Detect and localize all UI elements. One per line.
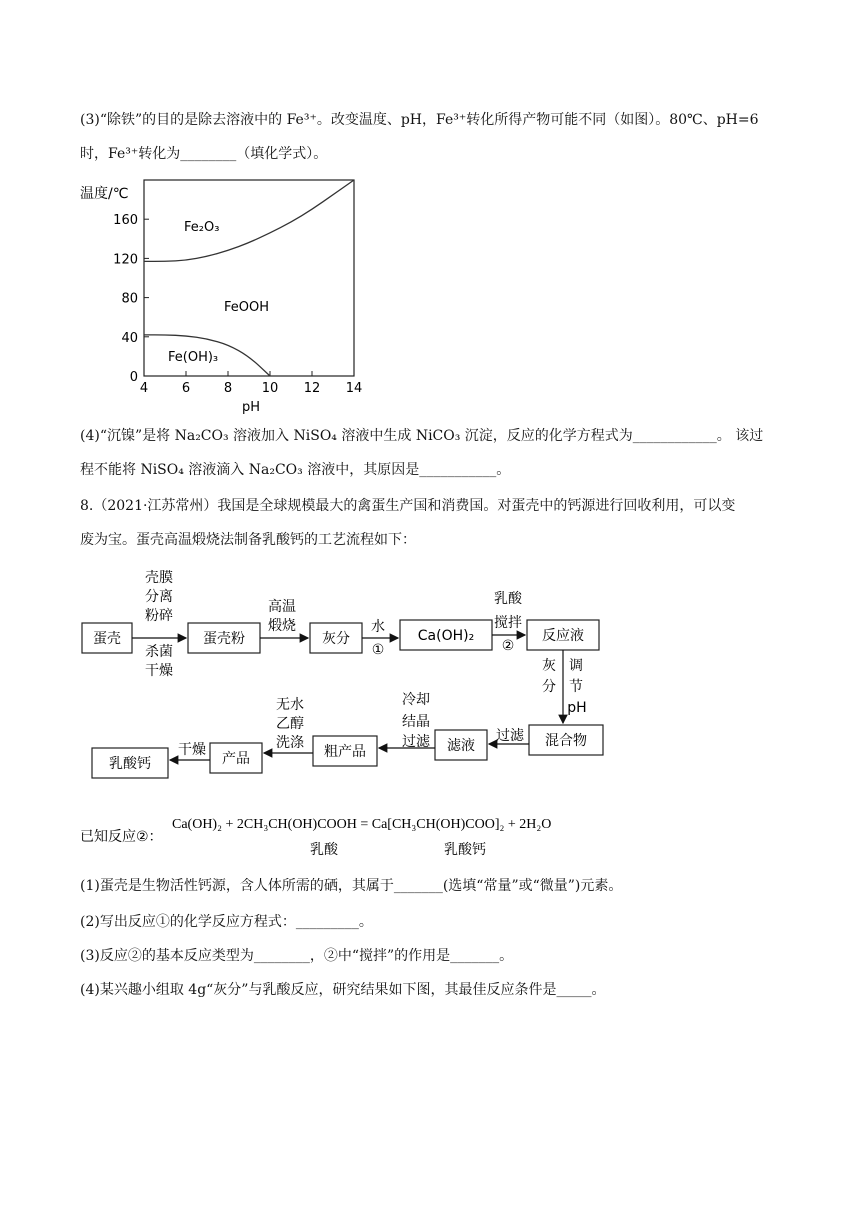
phase-chart	[78, 178, 378, 418]
x-tick-label-14: 14	[345, 381, 363, 396]
step3-label-1: ①	[371, 642, 385, 658]
step5a-label-1: 分	[542, 679, 556, 695]
step6-label: 过滤	[496, 728, 524, 744]
step2-label-1: 煅烧	[268, 618, 296, 634]
box-label-crude-product: 粗产品	[324, 744, 366, 760]
equation-body: Ca(OH)₂ + 2CH₃CH(OH)COOH = Ca[CH₃CH(OH)COO]₂ + 2H₂O	[172, 817, 552, 832]
chart-frame	[144, 180, 354, 376]
step2-label-0: 高温	[268, 599, 296, 615]
box-label-eggshell-powder: 蛋壳粉	[203, 631, 245, 647]
y-tick-label-160: 160	[113, 213, 138, 229]
step3-label-0: 水	[371, 619, 385, 635]
q8-line2: 废为宝。蛋壳高温煅烧法制备乳酸钙的工艺流程如下：	[80, 532, 416, 548]
chart-xlabel: pH	[242, 400, 261, 415]
x-tick-label-6: 6	[181, 381, 191, 396]
x-tick-label-4: 4	[139, 381, 149, 396]
step8-label-1: 乙醇	[276, 716, 304, 732]
step5b-label-1: 节	[569, 679, 583, 695]
step1-label-0: 壳膜	[145, 570, 173, 586]
chart-ylabel: 温度/℃	[80, 186, 129, 202]
q3-line2: 时，Fe³⁺转化为________（填化学式）。	[80, 146, 328, 162]
box-label-caoh2: Ca(OH)₂	[417, 628, 475, 644]
question-3: (3)反应②的基本反应类型为________，②中“搅拌”的作用是_______。	[80, 948, 514, 964]
q8-line1: 8.（2021·江苏常州）我国是全球规模最大的禽蛋生产国和消费国。对蛋壳中的钙源进行回收利用，可以变	[80, 498, 736, 514]
step7-label-1: 结晶	[402, 714, 430, 730]
step7-label-2: 过滤	[402, 734, 430, 750]
question-4: (4)某兴趣小组取 4g“灰分”与乳酸反应，研究结果如下图，其最佳反应条件是_____。	[80, 982, 606, 998]
step4-label-0: 乳酸	[494, 591, 522, 607]
y-tick-label-0: 0	[129, 370, 138, 385]
region-feoh3: Fe(OH)₃	[168, 350, 219, 365]
x-axis-ticks	[140, 371, 362, 396]
boundary-curve-upper	[144, 180, 354, 261]
step4-label-1: 搅拌	[494, 615, 522, 631]
x-tick-label-10: 10	[261, 381, 279, 396]
equation-label-lactic-acid: 乳酸	[310, 842, 338, 858]
step8-label-0: 无水	[276, 697, 304, 713]
equation-prefix: 已知反应②：	[80, 829, 163, 845]
y-tick-label-40: 40	[121, 330, 138, 346]
question-2: (2)写出反应①的化学反应方程式：_________。	[80, 914, 373, 930]
step5a-label-0: 灰	[542, 658, 556, 674]
reaction-equation	[78, 808, 698, 863]
question-1: (1)蛋壳是生物活性钙源，含人体所需的硒，其属于_______(选填“常量”或“微量”)元素。	[80, 878, 623, 894]
step1-label-1: 分离	[145, 589, 173, 605]
box-label-filtrate: 滤液	[447, 738, 475, 754]
step9-label: 干燥	[178, 742, 206, 758]
equation-label-calcium-lactate: 乳酸钙	[444, 842, 486, 858]
y-tick-label-80: 80	[121, 291, 138, 307]
box-label-reaction-liquid: 反应液	[542, 628, 584, 644]
box-label-mixture: 混合物	[545, 733, 587, 749]
x-tick-label-8: 8	[223, 381, 233, 396]
box-label-product: 产品	[222, 751, 250, 767]
region-feooh: FeOOH	[224, 300, 270, 315]
box-label-calcium-lactate: 乳酸钙	[109, 756, 151, 772]
step5b-label-2: pH	[567, 700, 587, 716]
box-label-ash: 灰分	[322, 631, 350, 647]
y-tick-label-120: 120	[113, 252, 138, 268]
step5b-label-0: 调	[569, 658, 583, 674]
x-tick-label-12: 12	[303, 381, 321, 396]
q3-line1: (3)“除铁”的目的是除去溶液中的 Fe³⁺。改变温度、pH，Fe³⁺转化所得产物可能不同（如图）。80℃、pH=6	[80, 112, 759, 128]
step1-label-3: 杀菌	[145, 644, 173, 660]
q4-line2: 程不能将 NiSO₄ 溶液滴入 Na₂CO₃ 溶液中，其原因是___________。	[80, 462, 511, 478]
step7-label-0: 冷却	[402, 692, 430, 708]
step1-label-2: 粉碎	[145, 608, 173, 624]
step4-label-2: ②	[501, 638, 515, 654]
region-fe2o3: Fe₂O₃	[184, 220, 220, 235]
process-flowchart	[80, 568, 620, 783]
step8-label-2: 洗涤	[276, 735, 304, 751]
q4-line1: (4)“沉镍”是将 Na₂CO₃ 溶液加入 NiSO₄ 溶液中生成 NiCO₃ 沉淀，反应的化学方程式为____________。 该过	[80, 428, 764, 444]
box-label-eggshell: 蛋壳	[93, 631, 121, 647]
step1-label-4: 干燥	[145, 663, 173, 679]
